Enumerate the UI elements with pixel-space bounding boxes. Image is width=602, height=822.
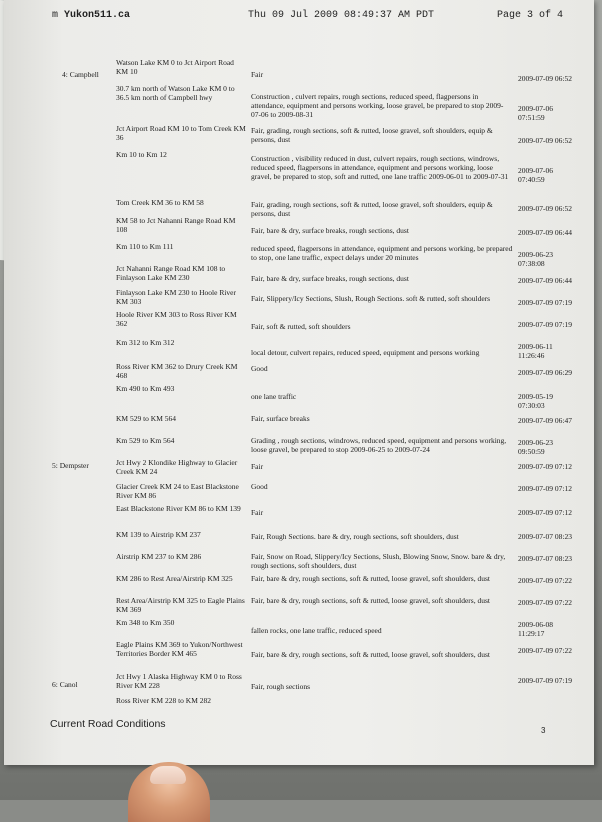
row-updated: 2009-07-09 06:52 xyxy=(518,74,572,83)
row-location: Ross River KM 228 to KM 282 xyxy=(116,696,212,705)
row-updated: 2009-06-23 09:50:59 xyxy=(518,438,553,456)
thumbnail-nail xyxy=(150,766,186,784)
document-page xyxy=(4,0,594,765)
row-conditions: reduced speed, flagpersons in attendance, equipment and persons working, be prepared to stop, one lane traffic, expect delays under 20 minutes xyxy=(251,244,513,262)
section-dempster: 5: Dempster xyxy=(52,461,89,470)
row-updated: 2009-07-09 07:22 xyxy=(518,646,572,655)
row-conditions: local detour, culvert repairs, reduced speed, equipment and persons working xyxy=(251,348,480,357)
row-conditions: Fair, bare & dry, rough sections, soft & rutted, loose gravel, soft shoulders, dust xyxy=(251,596,490,605)
row-location: Km 529 to Km 564 xyxy=(116,436,175,445)
row-location: KM 139 to Airstrip KM 237 xyxy=(116,530,201,539)
row-conditions: Fair, bare & dry, rough sections, soft & rutted, loose gravel, soft shoulders, dust xyxy=(251,574,490,583)
row-location: Tom Creek KM 36 to KM 58 xyxy=(116,198,204,207)
section-campbell: 4: Campbell xyxy=(62,70,99,79)
row-location: Airstrip KM 237 to KM 286 xyxy=(116,552,202,561)
row-updated: 2009-07-06 07:51:59 xyxy=(518,104,553,122)
row-location: Jct Nahanni Range Road KM 108 to Finlayson Lake KM 230 xyxy=(116,264,226,282)
section-canol: 6: Canol xyxy=(52,680,78,689)
row-updated: 2009-07-09 06:47 xyxy=(518,416,572,425)
row-updated: 2009-07-07 08:23 xyxy=(518,532,572,541)
row-conditions: Fair xyxy=(251,462,264,471)
row-location: Jct Hwy 2 Klondike Highway to Glacier Creek KM 24 xyxy=(116,458,238,476)
row-location: Km 348 to Km 350 xyxy=(116,618,175,627)
row-conditions: Fair, rough sections xyxy=(251,682,311,691)
row-updated: 2009-06-11 11:26:46 xyxy=(518,342,553,360)
row-conditions: Fair, surface breaks xyxy=(251,414,310,423)
site-name: Yukon511.ca xyxy=(64,10,131,21)
row-location: East Blackstone River KM 86 to KM 139 xyxy=(116,504,241,513)
row-location: KM 529 to KM 564 xyxy=(116,414,177,423)
row-location: Rest Area/Airstrip KM 325 to Eagle Plains KM 369 xyxy=(116,596,245,614)
footer-page-number: 3 xyxy=(541,726,546,735)
row-updated: 2009-07-09 06:52 xyxy=(518,136,572,145)
row-location: KM 58 to Jct Nahanni Range Road KM 108 xyxy=(116,216,236,234)
row-updated: 2009-07-09 07:22 xyxy=(518,598,572,607)
row-location: Km 490 to Km 493 xyxy=(116,384,175,393)
row-conditions: Fair, grading, rough sections, soft & rutted, loose gravel, soft shoulders, equip & persons, dust xyxy=(251,200,493,218)
row-location: Jct Airport Road KM 10 to Tom Creek KM 36 xyxy=(116,124,246,142)
row-location: Eagle Plains KM 369 to Yukon/Northwest Territories Border KM 465 xyxy=(116,640,243,658)
row-updated: 2009-06-08 11:29:17 xyxy=(518,620,553,638)
row-updated: 2009-07-09 07:19 xyxy=(518,676,572,685)
page-indicator: Page 3 of 4 xyxy=(497,10,564,21)
row-updated: 2009-07-09 07:12 xyxy=(518,484,572,493)
row-updated: 2009-07-09 06:44 xyxy=(518,276,572,285)
row-updated: 2009-07-06 07:40:59 xyxy=(518,166,553,184)
row-location: Glacier Creek KM 24 to East Blackstone River KM 86 xyxy=(116,482,239,500)
row-location: 30.7 km north of Watson Lake KM 0 to 36.5 km north of Campbell hwy xyxy=(116,84,235,102)
row-location: Finlayson Lake KM 230 to Hoole River KM 303 xyxy=(116,288,236,306)
row-location: Watson Lake KM 0 to Jct Airport Road KM 10 xyxy=(116,58,234,76)
row-conditions: one lane traffic xyxy=(251,392,297,401)
row-conditions: Fair, Rough Sections. bare & dry, rough sections, soft shoulders, dust xyxy=(251,532,459,541)
row-updated: 2009-07-09 06:44 xyxy=(518,228,572,237)
row-location: KM 286 to Rest Area/Airstrip KM 325 xyxy=(116,574,233,583)
row-updated: 2009-07-09 07:12 xyxy=(518,462,572,471)
row-location: Km 312 to Km 312 xyxy=(116,338,175,347)
row-updated: 2009-07-09 07:12 xyxy=(518,508,572,517)
row-updated: 2009-07-09 07:22 xyxy=(518,576,572,585)
footer-title: Current Road Conditions xyxy=(50,718,166,730)
row-conditions: Good xyxy=(251,482,268,491)
row-conditions: Fair xyxy=(251,508,264,517)
row-location: Km 10 to Km 12 xyxy=(116,150,167,159)
row-location: Ross River KM 362 to Drury Creek KM 468 xyxy=(116,362,238,380)
row-conditions: Fair, bare & dry, rough sections, soft & rutted, loose gravel, soft shoulders, dust xyxy=(251,650,490,659)
row-updated: 2009-06-23 07:38:08 xyxy=(518,250,553,268)
row-updated: 2009-07-09 07:19 xyxy=(518,298,572,307)
row-conditions: Fair xyxy=(251,70,264,79)
row-updated: 2009-07-09 07:19 xyxy=(518,320,572,329)
row-conditions: Fair, Snow on Road, Slippery/Icy Sections, Slush, Blowing Snow, Snow. bare & dry, rough sections, soft shoulders, dust xyxy=(251,552,506,570)
row-conditions: fallen rocks, one lane traffic, reduced speed xyxy=(251,626,382,635)
row-conditions: Grading , rough sections, windrows, reduced speed, equipment and persons working, loose gravel, be prepared to stop 2009-06-25 to 2009-07-24 xyxy=(251,436,507,454)
row-updated: 2009-07-09 06:29 xyxy=(518,368,572,377)
site-prefix: m xyxy=(52,10,59,21)
row-conditions: Fair, bare & dry, surface breaks, rough sections, dust xyxy=(251,274,409,283)
row-location: Hoole River KM 303 to Ross River KM 362 xyxy=(116,310,237,328)
print-timestamp: Thu 09 Jul 2009 08:49:37 AM PDT xyxy=(248,10,435,21)
row-conditions: Fair, grading, rough sections, soft & rutted, loose gravel, soft shoulders, equip & persons, dust xyxy=(251,126,493,144)
row-conditions: Construction , visibility reduced in dust, culvert repairs, rough sections, windrows, reduced speed, flagpersons in attendance, equipment and persons working, loose gravel, be prepared to stop, soft and rutted, one lane traffic 2009-06-01 to 2009-07-31 xyxy=(251,154,509,181)
row-updated: 2009-05-19 07:30:03 xyxy=(518,392,553,410)
row-updated: 2009-07-09 06:52 xyxy=(518,204,572,213)
row-conditions: Construction , culvert repairs, rough sections, reduced speed, flagpersons in attendance, equipment and persons working, loose gravel, be prepared to stop 2009-07-06 to 2009-08-31 xyxy=(251,92,504,119)
row-updated: 2009-07-07 08:23 xyxy=(518,554,572,563)
row-location: Km 110 to Km 111 xyxy=(116,242,174,251)
row-location: Jct Hwy 1 Alaska Highway KM 0 to Ross River KM 228 xyxy=(116,672,242,690)
row-conditions: Fair, bare & dry, surface breaks, rough sections, dust xyxy=(251,226,409,235)
row-conditions: Fair, Slippery/Icy Sections, Slush, Rough Sections. soft & rutted, soft shoulders xyxy=(251,294,491,303)
row-conditions: Fair, soft & rutted, soft shoulders xyxy=(251,322,351,331)
row-conditions: Good xyxy=(251,364,268,373)
